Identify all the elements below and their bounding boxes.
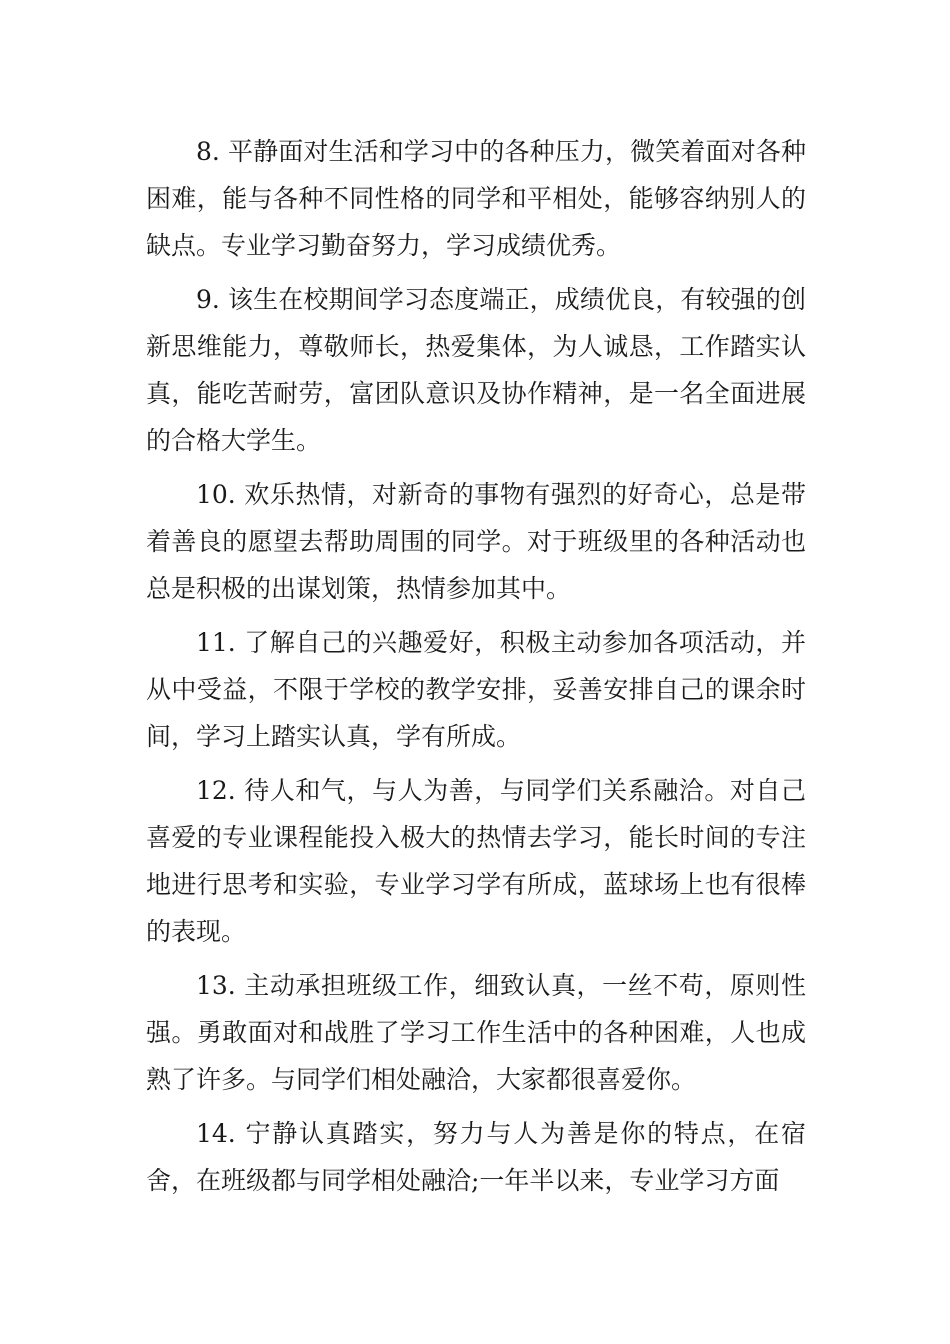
paragraph-10: 10. 欢乐热情，对新奇的事物有强烈的好奇心，总是带着善良的愿望去帮助周围的同学。对于班级里的各种活动也总是积极的出谋划策，热情参加其中。 [146,480,806,603]
paragraph-14: 14. 宁静认真踏实，努力与人为善是你的特点，在宿舍，在班级都与同学相处融洽;一年半以来，专业学习方面 [146,1119,806,1195]
document-body [146,128,806,1211]
paragraph-9: 9. 该生在校期间学习态度端正，成绩优良，有较强的创新思维能力，尊敬师长，热爱集体，为人诚恳，工作踏实认真，能吃苦耐劳，富团队意识及协作精神，是一名全面进展的合格大学生。 [146,285,806,455]
paragraph-12: 12. 待人和气，与人为善，与同学们关系融洽。对自己喜爱的专业课程能投入极大的热情去学习，能长时间的专注地进行思考和实验，专业学习学有所成，蓝球场上也有很棒的表现。 [146,776,806,946]
paragraph-13: 13. 主动承担班级工作，细致认真，一丝不苟，原则性强。勇敢面对和战胜了学习工作生活中的各种困难，人也成熟了许多。与同学们相处融洽，大家都很喜爱你。 [146,971,806,1094]
paragraph-8: 8. 平静面对生活和学习中的各种压力，微笑着面对各种困难，能与各种不同性格的同学和平相处，能够容纳别人的缺点。专业学习勤奋努力，学习成绩优秀。 [146,137,806,260]
paragraph-11: 11. 了解自己的兴趣爱好，积极主动参加各项活动，并从中受益，不限于学校的教学安排，妥善安排自己的课余时间，学习上踏实认真，学有所成。 [146,628,806,751]
